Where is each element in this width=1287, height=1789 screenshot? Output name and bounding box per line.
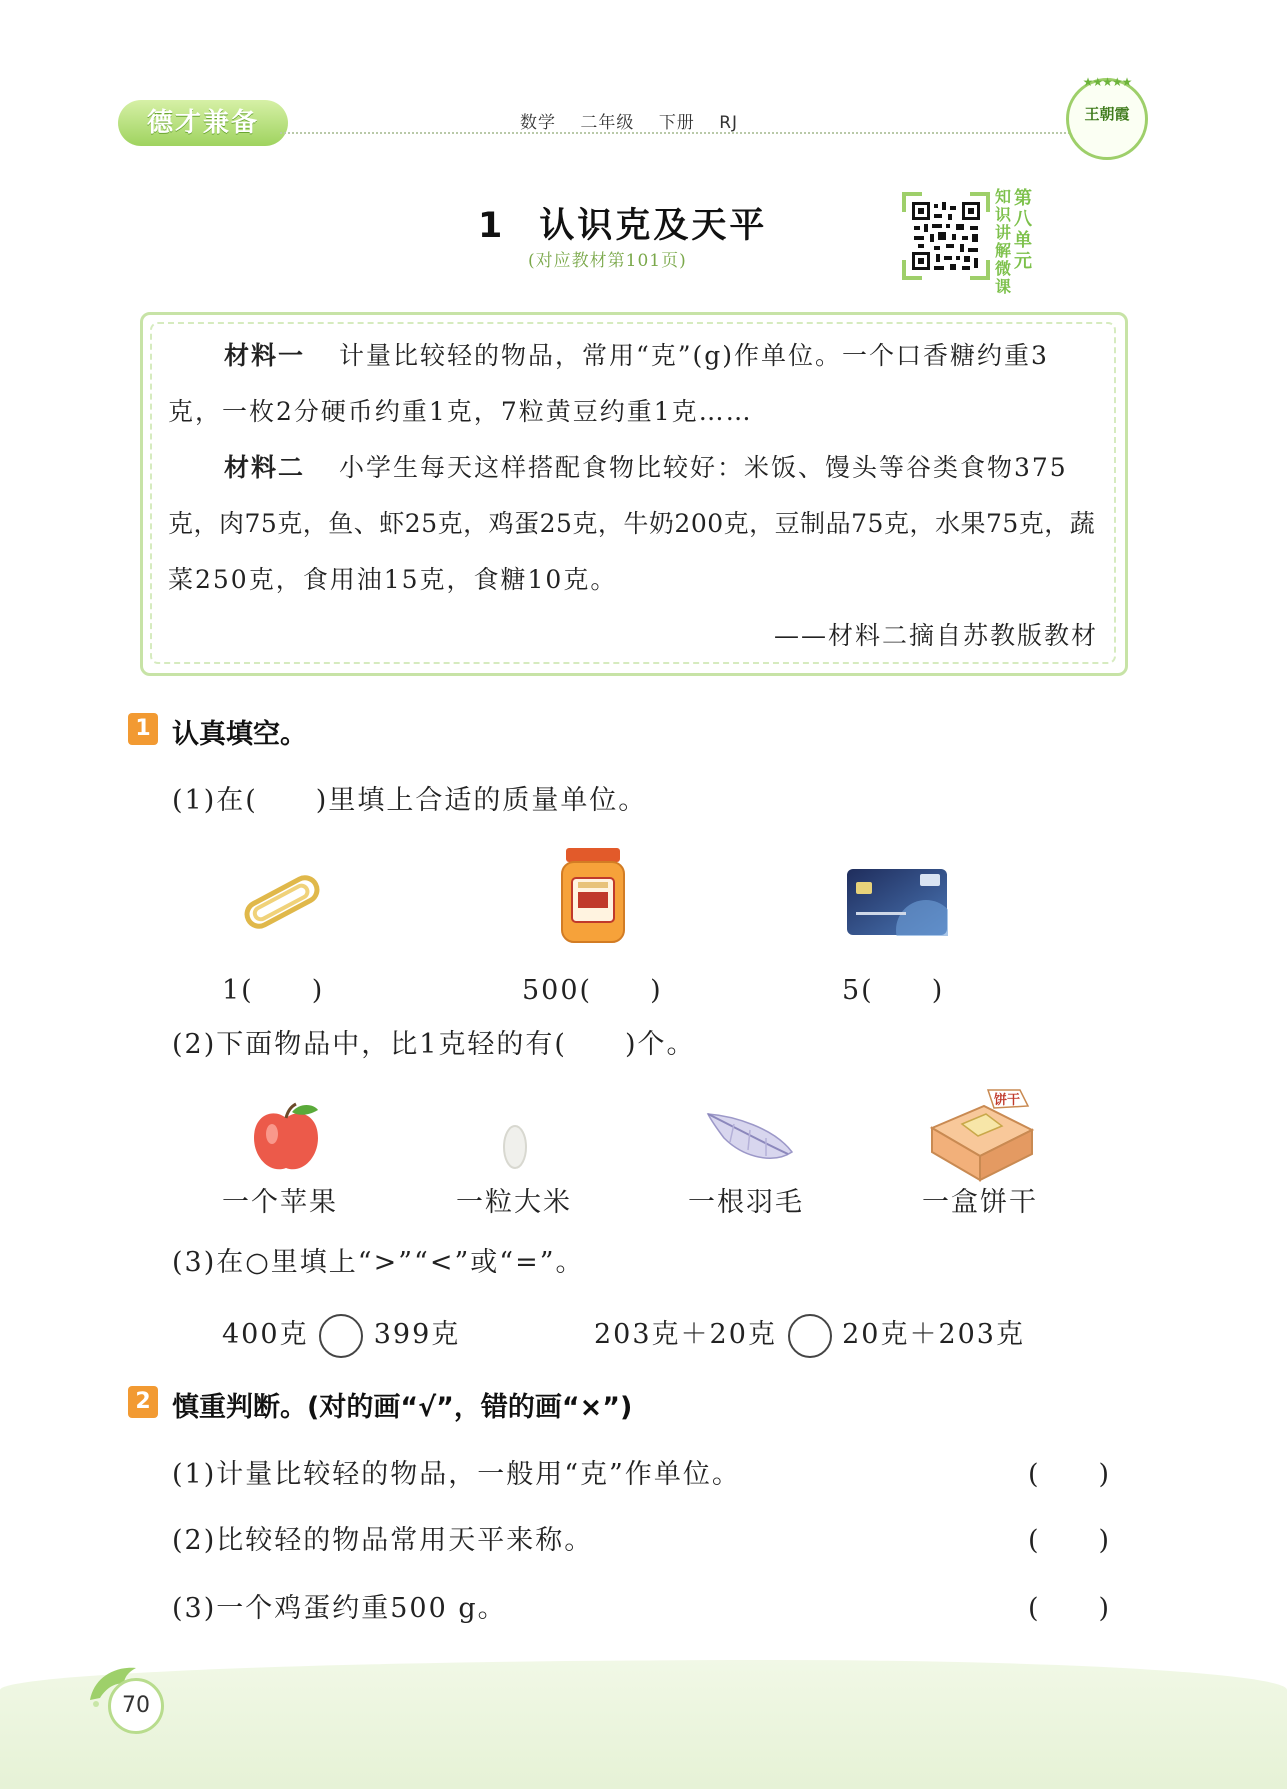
seal-text: 王朝霞 — [1084, 105, 1130, 123]
bank-card-icon — [846, 868, 948, 940]
qr-code-icon[interactable] — [910, 200, 982, 272]
header-info — [520, 108, 756, 133]
q1-item-jam-label: 500( ) — [522, 975, 663, 1006]
brand-logo: 德才兼备 — [118, 100, 288, 146]
cmp2-answer-circle[interactable] — [788, 1314, 832, 1358]
author-seal — [1066, 75, 1148, 160]
material-two-line3: 菜250克，食用油15克，食糖10克。 — [168, 565, 618, 594]
material-two-label: 材料二 — [224, 453, 306, 482]
header-edition: RJ — [719, 113, 739, 133]
question-2-badge: 2 — [128, 1386, 158, 1418]
lesson-title: 认识克及天平 — [539, 206, 768, 246]
cmp1-right: 399克 — [373, 1319, 461, 1350]
material-two-line1 — [168, 440, 1098, 496]
material-two-text: 小学生每天这样搭配食物比较好：米饭、馒头等谷类食物375 — [338, 453, 1068, 482]
star-icon: ★★★★★ — [1082, 75, 1132, 89]
biscuit-box-text: 饼干 — [994, 1093, 1021, 1108]
question-1-title: 认真填空。 — [172, 719, 307, 750]
apple-icon — [248, 1100, 324, 1180]
q1-item-biscuit-label: 一盒饼干 — [922, 1187, 1038, 1218]
q2-item-2-answer[interactable]: ( ) — [1028, 1525, 1112, 1556]
qr-label-knowledge: 知识讲解微课 — [995, 187, 1012, 296]
material-one-label: 材料一 — [224, 341, 306, 370]
lesson-number: 1 — [478, 206, 506, 246]
header-subject: 数学 — [520, 113, 556, 133]
page-number: 70 — [108, 1678, 164, 1734]
feather-icon — [704, 1108, 796, 1174]
q1-item-rice-label: 一粒大米 — [456, 1187, 572, 1218]
header-volume: 下册 — [658, 113, 695, 133]
q1-item-paperclip-label: 1( ) — [222, 975, 325, 1006]
biscuit-box-icon — [924, 1086, 1036, 1186]
comparison-1 — [222, 1312, 460, 1358]
q1-sub3: (3)在○里填上“>”“<”或“=”。 — [172, 1247, 585, 1278]
rice-grain-icon — [500, 1122, 530, 1176]
materials-content — [168, 328, 1098, 664]
jam-jar-icon — [558, 848, 628, 948]
q1-item-card-label: 5( ) — [842, 975, 945, 1006]
q1-item-feather-label: 一根羽毛 — [688, 1187, 804, 1218]
comparison-2 — [594, 1312, 1025, 1358]
cmp2-left: 203克＋20克 — [594, 1319, 777, 1350]
material-two-line2: 克，肉75克，鱼、虾25克，鸡蛋25克，牛奶200克，豆制品75克，水果75克，蔬 — [168, 509, 1096, 538]
material-one-line1 — [168, 328, 1098, 384]
material-one-line2: 克，一枚2分硬币约重1克，7粒黄豆约重1克…… — [168, 397, 753, 426]
q2-item-2: (2)比较轻的物品常用天平来称。 — [172, 1525, 594, 1556]
q2-item-3: (3)一个鸡蛋约重500 g。 — [172, 1593, 507, 1624]
header-grade: 二年级 — [580, 113, 635, 133]
page-title — [478, 198, 767, 248]
q2-item-1: (1)计量比较轻的物品，一般用“克”作单位。 — [172, 1459, 741, 1490]
q2-item-1-answer[interactable]: ( ) — [1028, 1459, 1112, 1490]
material-source: ——材料二摘自苏教版教材 — [773, 621, 1098, 650]
question-1-badge: 1 — [128, 713, 158, 745]
footer-background — [0, 1660, 1287, 1789]
material-one-text: 计量比较轻的物品，常用“克”(g)作单位。一个口香糖约重3 — [338, 341, 1049, 370]
q2-item-3-answer[interactable]: ( ) — [1028, 1593, 1112, 1624]
paperclip-icon — [236, 866, 328, 942]
cmp1-answer-circle[interactable] — [319, 1314, 363, 1358]
cmp1-left: 400克 — [222, 1319, 309, 1350]
cmp2-right: 20克＋203克 — [842, 1319, 1025, 1350]
qr-label-unit: 第八单元 — [1014, 188, 1032, 272]
question-2-title: 慎重判断。(对的画“√”，错的画“×”) — [172, 1392, 633, 1423]
q1-item-apple-label: 一个苹果 — [222, 1187, 338, 1218]
q1-sub2: (2)下面物品中，比1克轻的有( )个。 — [172, 1029, 696, 1060]
q1-sub1: (1)在( )里填上合适的质量单位。 — [172, 785, 648, 816]
textbook-reference: (对应教材第101页) — [528, 251, 687, 271]
